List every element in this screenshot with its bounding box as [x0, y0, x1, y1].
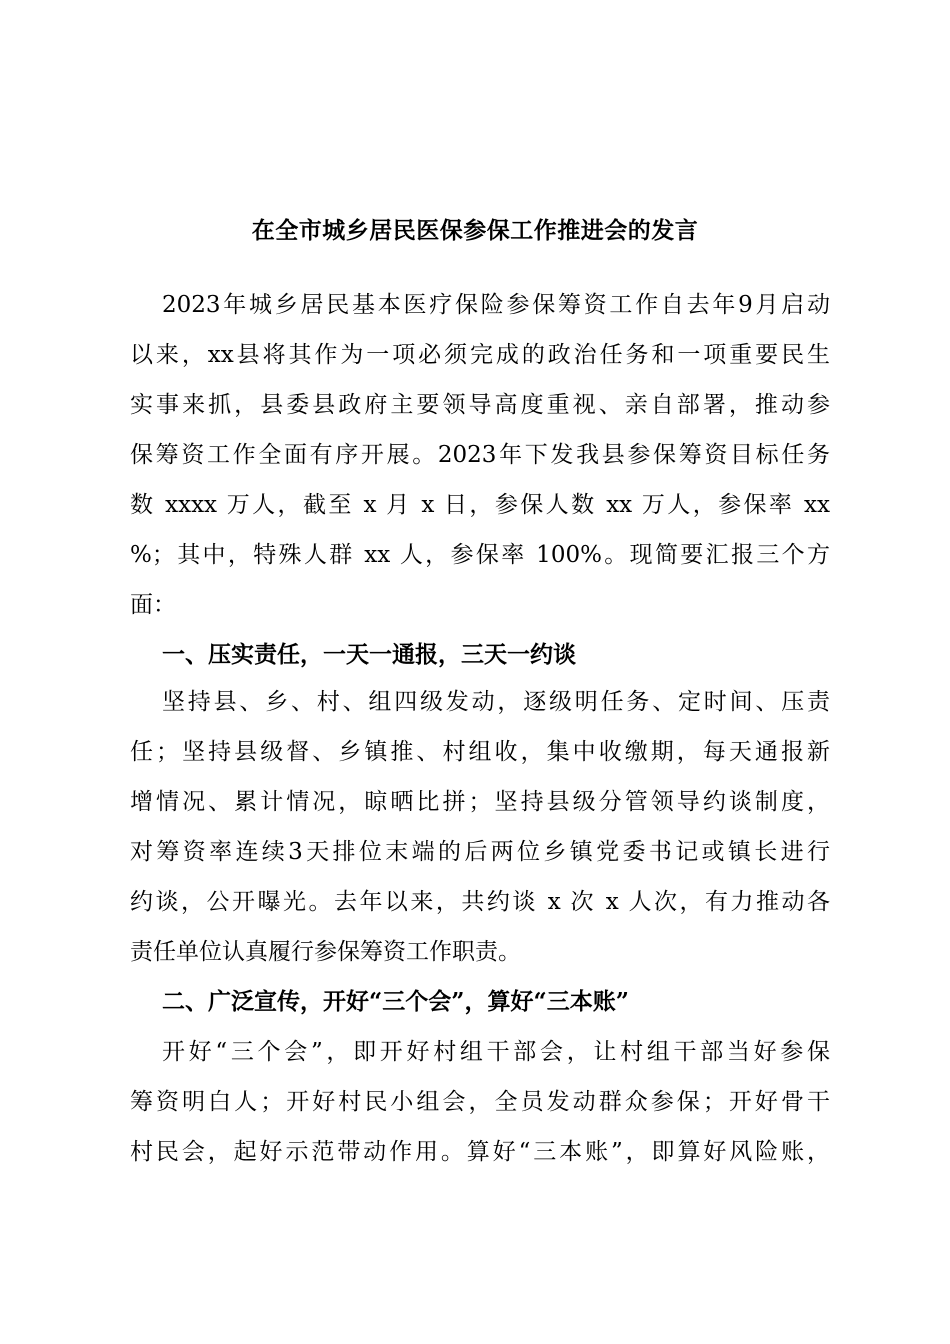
document-title: 在全市城乡居民医保参保工作推进会的发言: [251, 217, 699, 244]
intro-line: 保筹资工作全面有序开展。2023年下发我县参保筹资目标任务: [130, 442, 830, 468]
intro-line: 2023年城乡居民基本医疗保险参保筹资工作自去年9月启动: [162, 292, 830, 318]
paragraph-line: 开好“三个会”，即开好村组干部会，让村组干部当好参保: [162, 1039, 830, 1065]
intro-line: 数 xxxx 万人，截至 x 月 x 日，参保人数 xx 万人，参保率 xx: [130, 492, 830, 518]
paragraph-line: 坚持县、乡、村、组四级发动，逐级明任务、定时间、压责: [162, 689, 830, 715]
paragraph-line: 约谈，公开曝光。去年以来，共约谈 x 次 x 人次，有力推动各: [130, 889, 830, 915]
paragraph-line: 任；坚持县级督、乡镇推、村组收，集中收缴期，每天通报新: [130, 739, 830, 765]
paragraph-line: 责任单位认真履行参保筹资工作职责。: [130, 939, 521, 965]
paragraph-line: 村民会，起好示范带动作用。算好“三本账”，即算好风险账，: [130, 1139, 830, 1165]
intro-line: 以来，xx县将其作为一项必须完成的政治任务和一项重要民生: [130, 342, 830, 368]
paragraph-line: 对筹资率连续3天排位末端的后两位乡镇党委书记或镇长进行: [130, 839, 830, 865]
intro-line: 面：: [130, 592, 176, 618]
section-heading: 二、广泛宣传，开好“三个会”，算好“三本账”: [162, 988, 629, 1015]
intro-line: 实事来抓，县委县政府主要领导高度重视、亲自部署，推动参: [130, 392, 830, 418]
section-heading: 一、压实责任，一天一通报，三天一约谈: [162, 641, 576, 668]
paragraph-line: 增情况、累计情况，晾晒比拼；坚持县级分管领导约谈制度，: [130, 789, 830, 815]
intro-line: %；其中，特殊人群 xx 人，参保率 100%。现简要汇报三个方: [130, 542, 830, 568]
paragraph-line: 筹资明白人；开好村民小组会，全员发动群众参保；开好骨干: [130, 1089, 830, 1115]
